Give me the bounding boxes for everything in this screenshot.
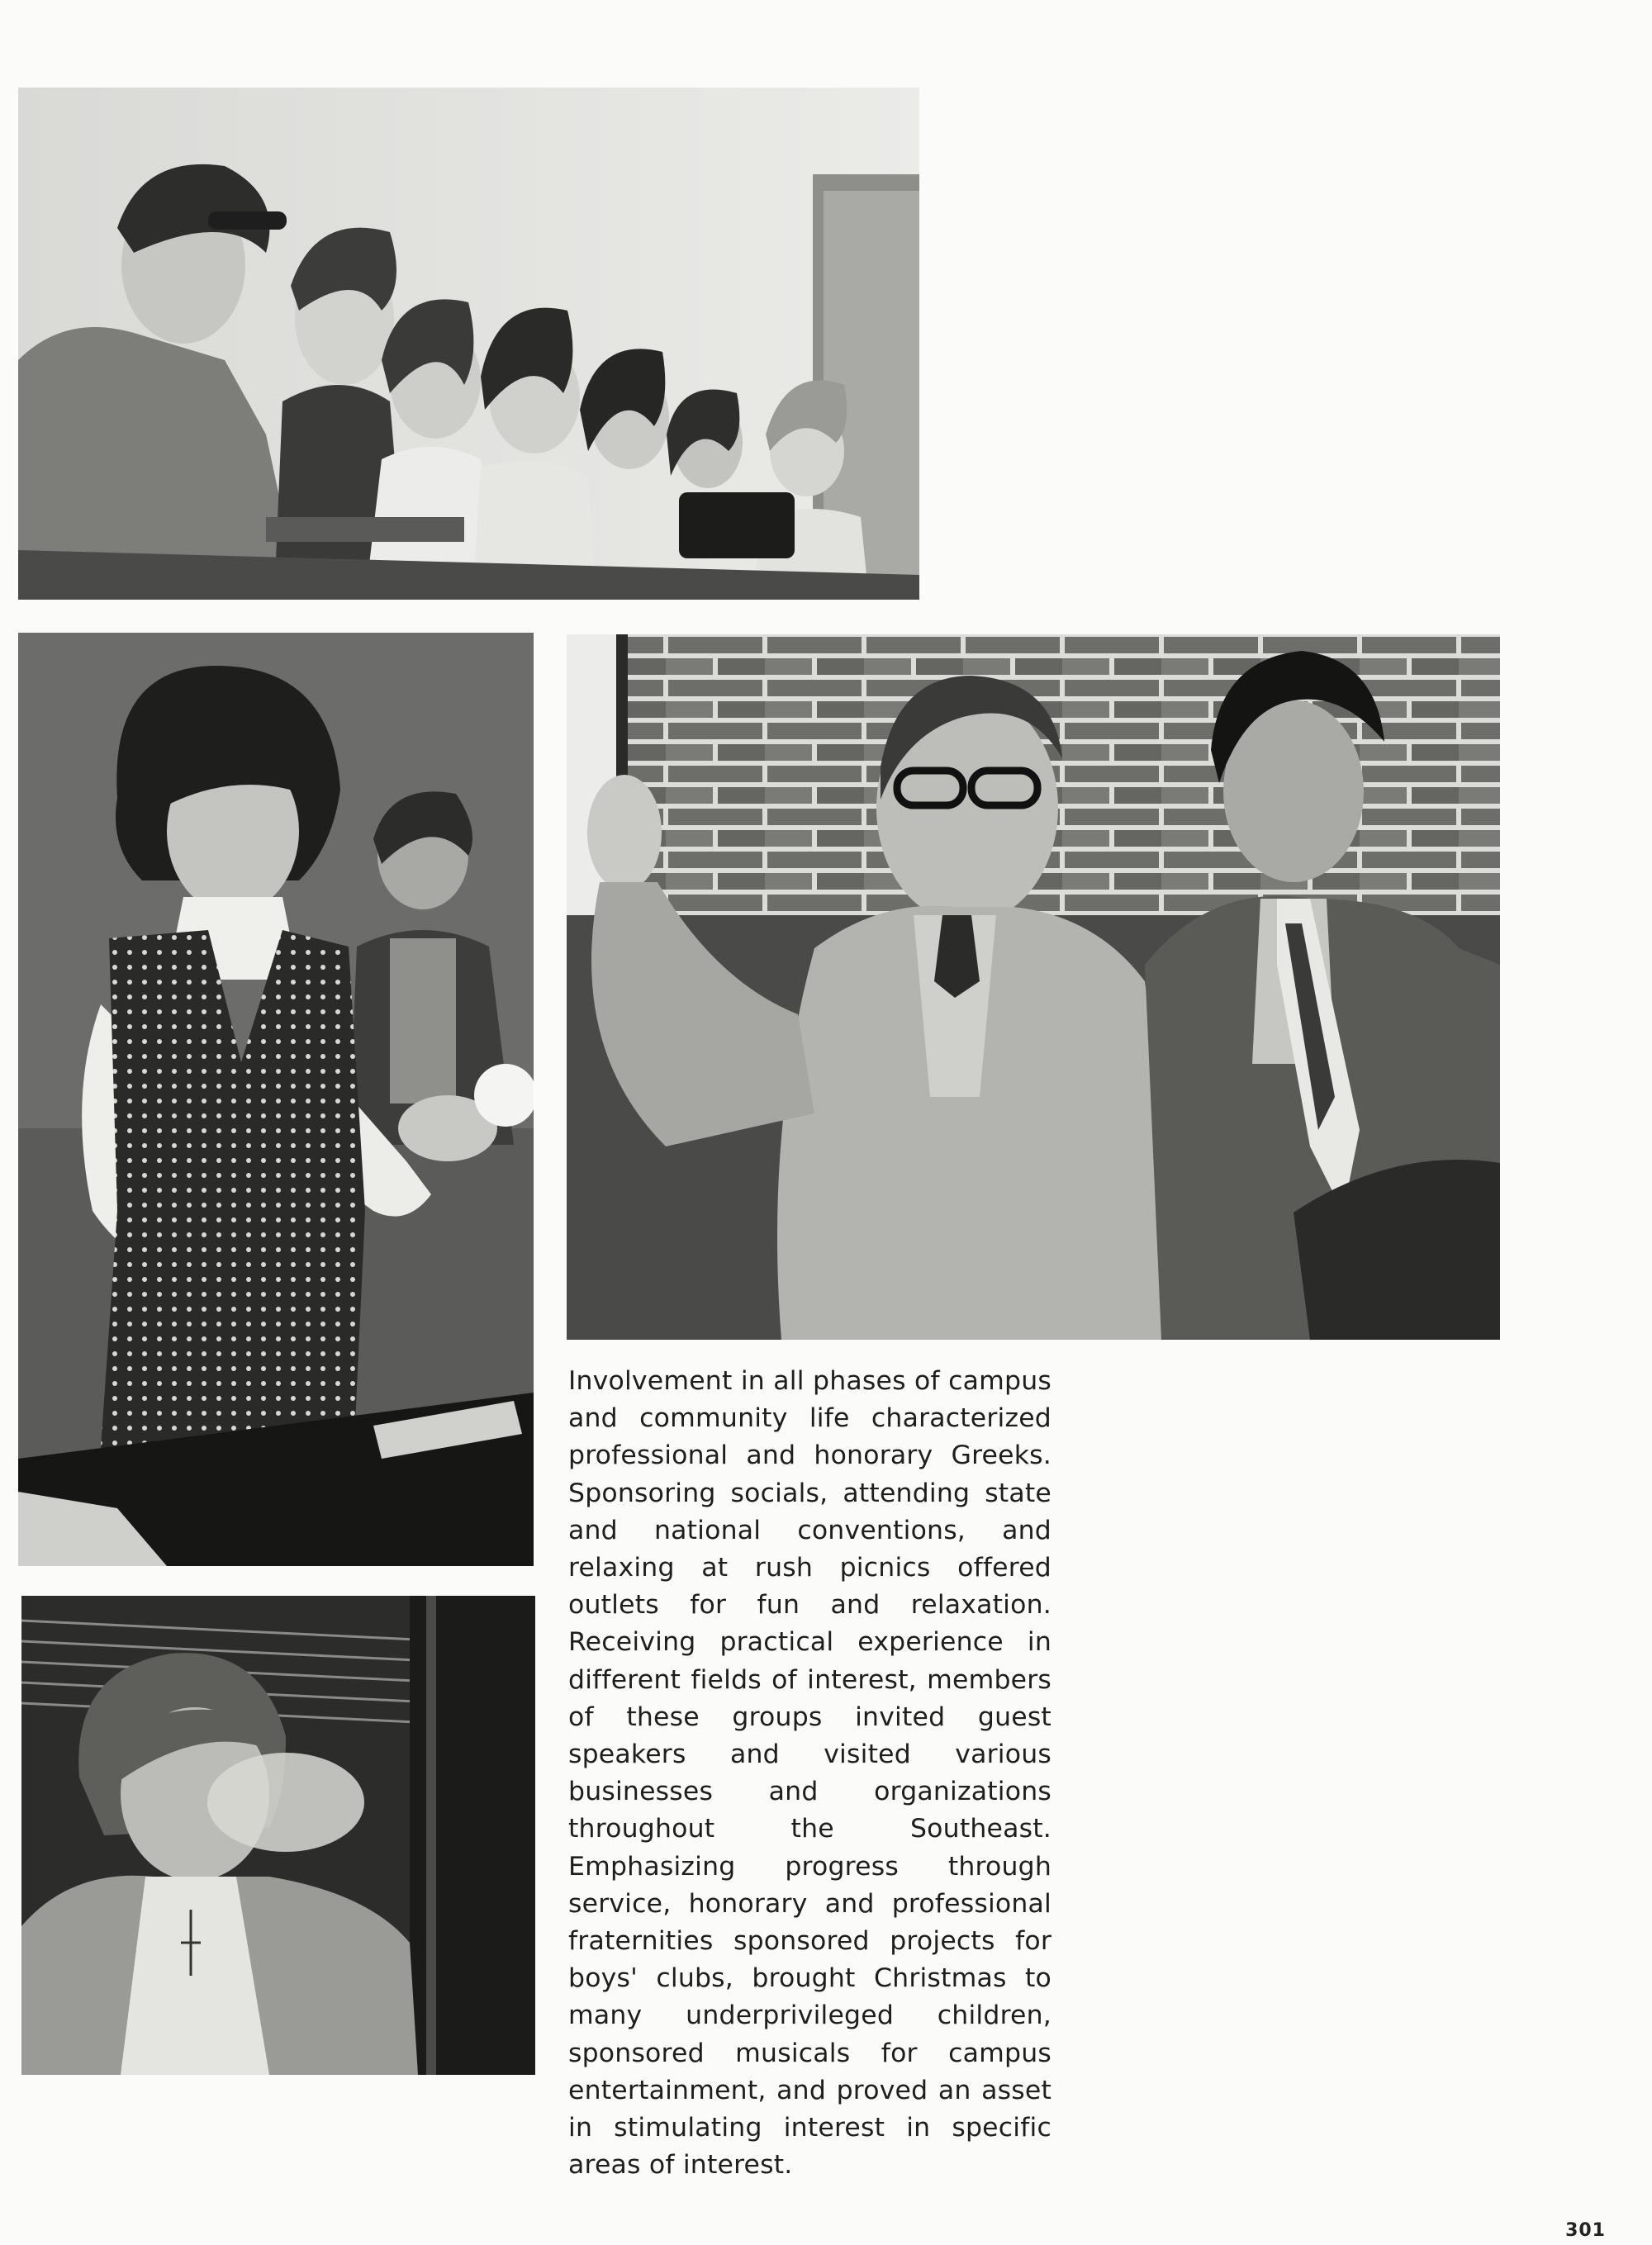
woman-demonstration-photo: [18, 633, 534, 1566]
two-men-conversation-photo: [567, 634, 1500, 1340]
classroom-audience-photo: [18, 88, 919, 600]
caption-text: Involvement in all phases of campus and community life characterized professional and honorary Greeks. Sponsoring socials, attending state and national conventions, and relaxing at rush picnics offered outlets for fun and relaxation. Receiving practical experience in different fields of interest, members of these groups invited guest speakers and visited various businesses and organizations throughout the Southeast. Emphasizing progress through service, honorary and professional fraternities sponsored projects for boys' clubs, brought Christmas to many underprivileged children, sponsored musicals for campus entertainment, and proved an asset in stimulating interest in specific areas of interest.: [568, 1366, 1051, 2181]
woman-conducting-photo: [21, 1596, 535, 2075]
page-number: 301: [1565, 2220, 1606, 2241]
